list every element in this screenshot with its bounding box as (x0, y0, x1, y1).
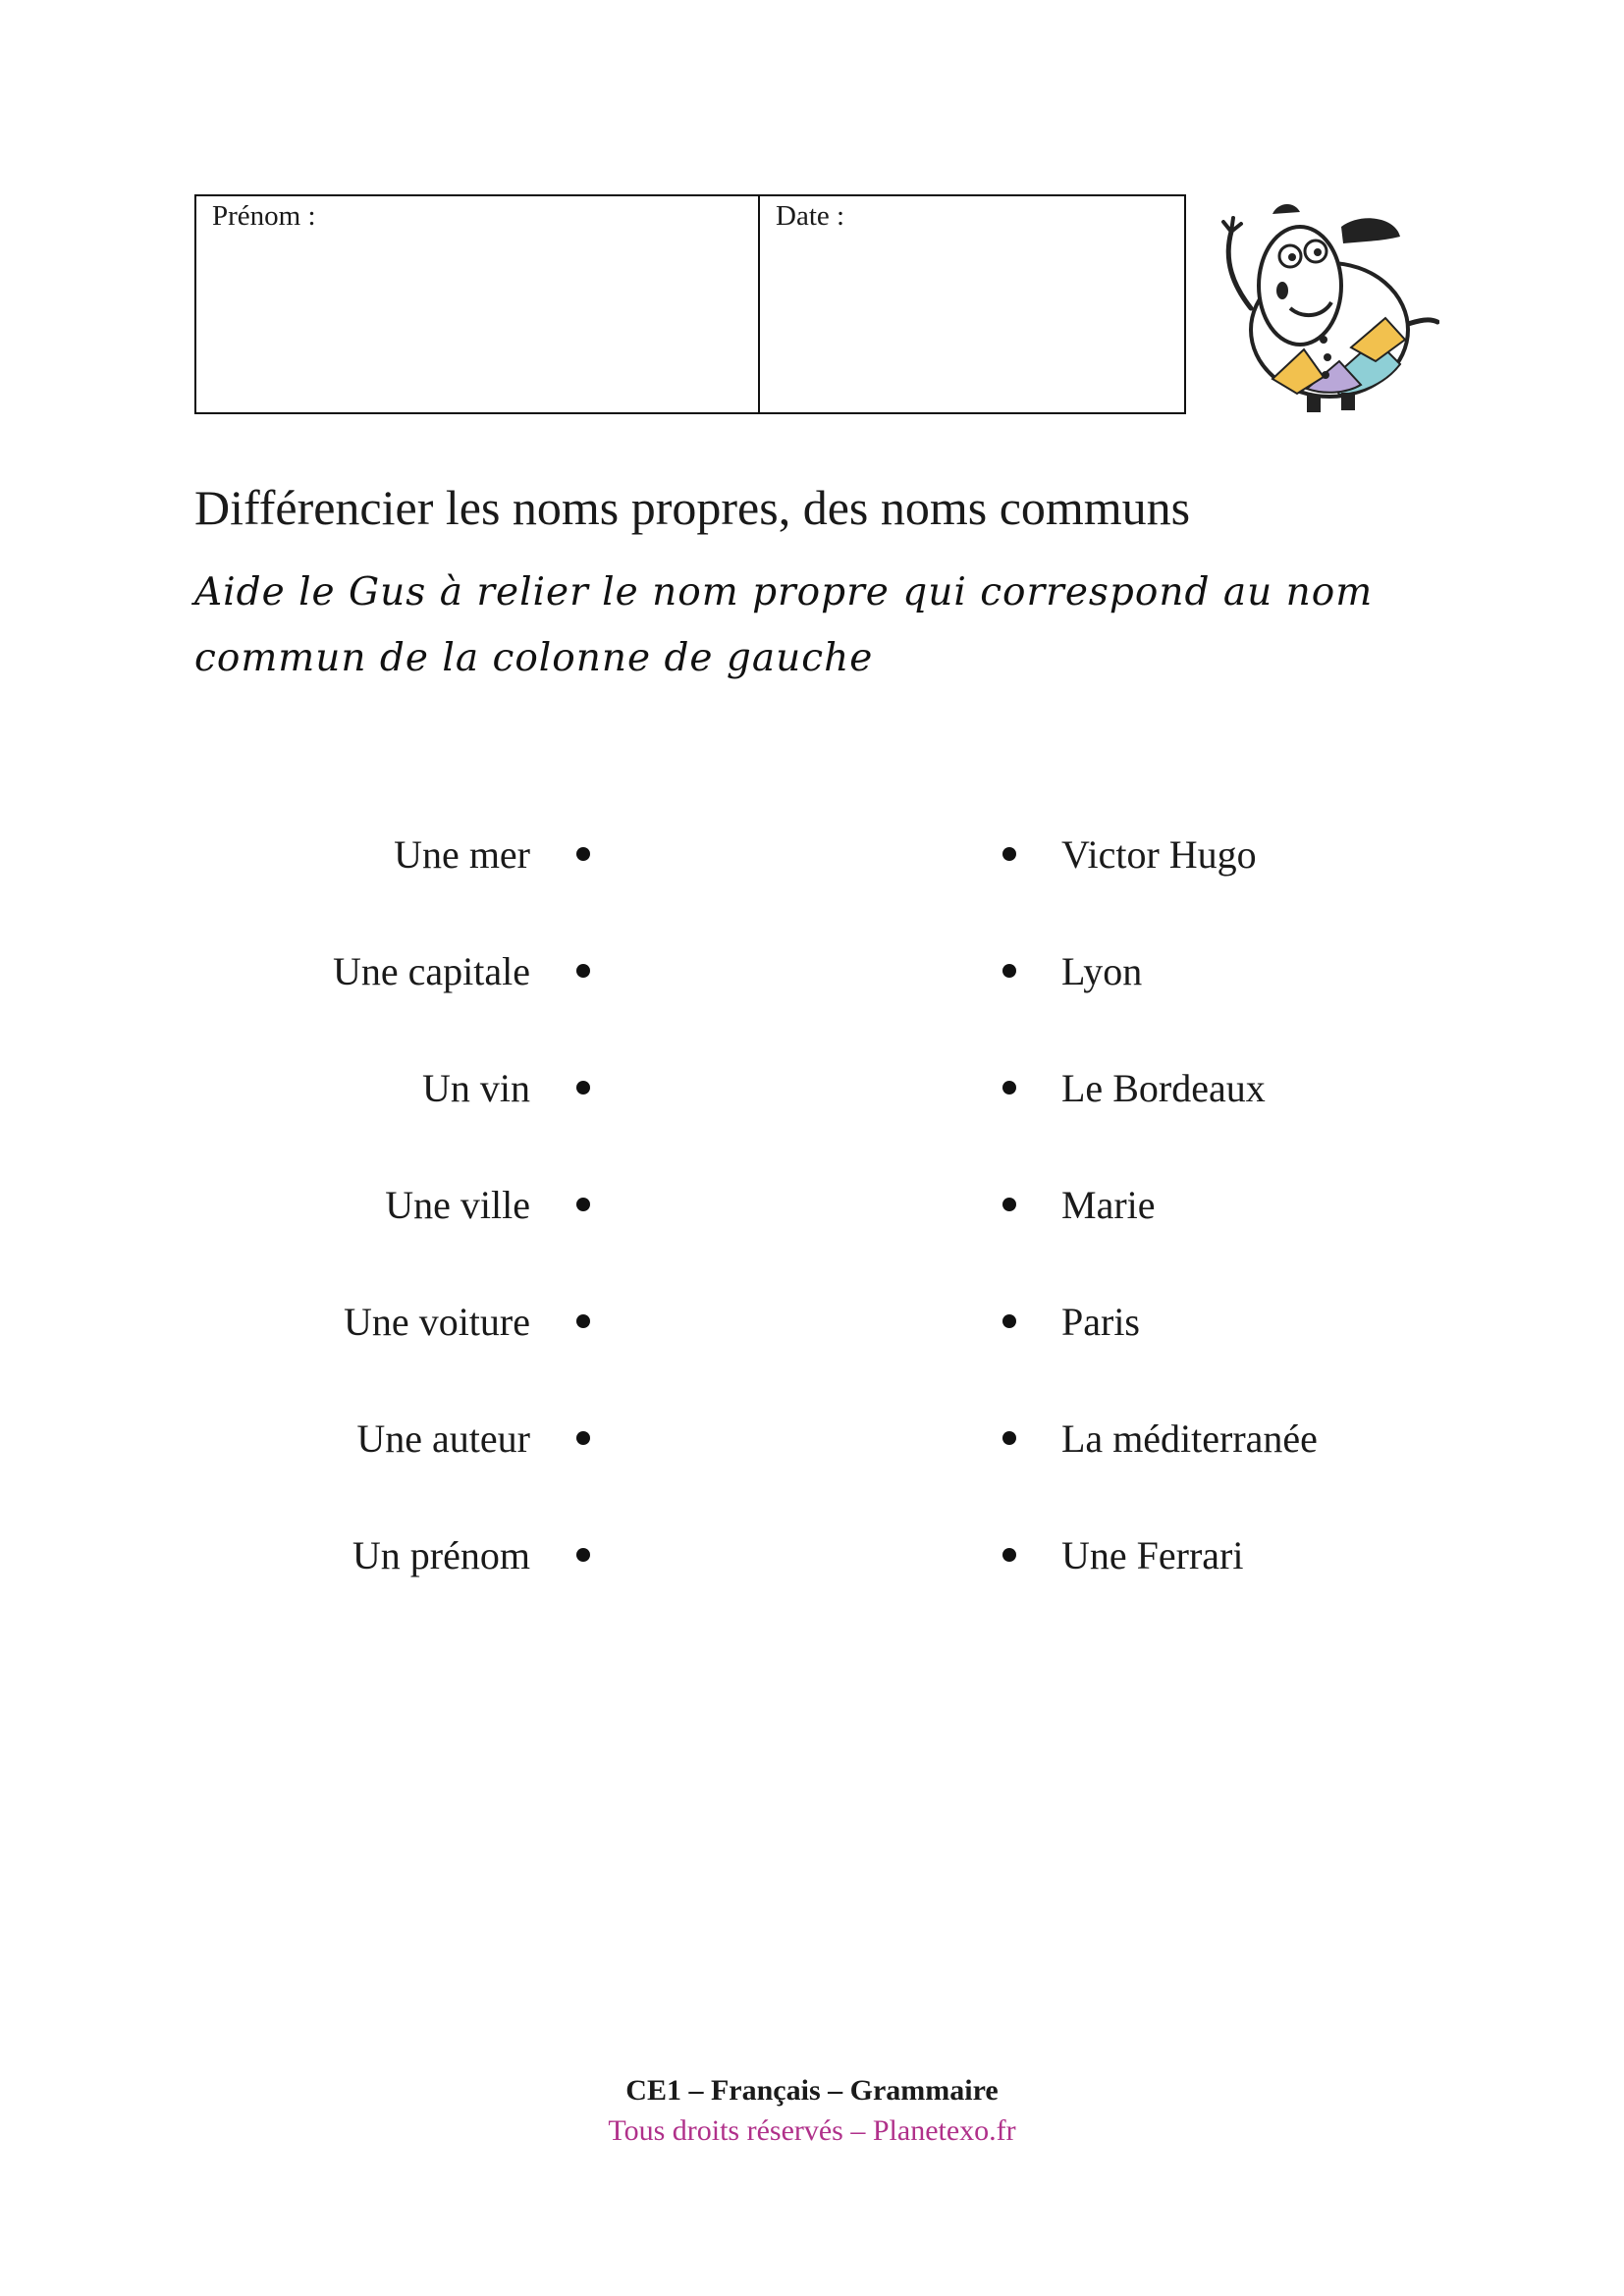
proper-noun-label: Victor Hugo (1061, 832, 1257, 877)
proper-noun-label: Le Bordeaux (1061, 1066, 1266, 1110)
left-connect-dot[interactable] (576, 1198, 590, 1211)
left-connect-dot[interactable] (576, 1314, 590, 1328)
common-noun-label: Un vin (422, 1066, 530, 1110)
match-row (0, 1531, 1624, 1648)
match-row (0, 1298, 1624, 1415)
date-field[interactable] (760, 196, 1184, 412)
right-connect-dot[interactable] (1002, 1081, 1016, 1095)
left-connect-dot[interactable] (576, 964, 590, 978)
gus-sheep-mascot-icon (1214, 192, 1439, 418)
match-row (0, 830, 1624, 947)
right-connect-dot[interactable] (1002, 1431, 1016, 1445)
footer-subject: CE1 – Français – Grammaire (625, 2074, 999, 2107)
proper-noun-label: Paris (1061, 1300, 1140, 1344)
matching-exercise (0, 830, 1624, 1648)
left-connect-dot[interactable] (576, 1081, 590, 1095)
common-noun-label: Une ville (385, 1183, 530, 1227)
instruction-text: Aide le Gus à relier le nom propre qui correspond au nom commun de la colonne de gauche (194, 570, 1374, 680)
right-connect-dot[interactable] (1002, 964, 1016, 978)
common-noun-label: Une mer (394, 832, 530, 877)
left-connect-dot[interactable] (576, 1548, 590, 1562)
match-row (0, 947, 1624, 1064)
page-title: Différencier les noms propres, des noms communs (194, 480, 1191, 535)
student-info-box (194, 194, 1186, 414)
left-connect-dot[interactable] (576, 847, 590, 861)
match-row (0, 1415, 1624, 1531)
date-label: Date : (776, 200, 845, 232)
name-field[interactable] (196, 196, 760, 412)
match-row (0, 1064, 1624, 1181)
name-label: Prénom : (212, 200, 316, 232)
right-connect-dot[interactable] (1002, 847, 1016, 861)
proper-noun-label: Lyon (1061, 949, 1143, 993)
right-connect-dot[interactable] (1002, 1198, 1016, 1211)
common-noun-label: Une capitale (333, 949, 530, 993)
match-row (0, 1181, 1624, 1298)
footer-copyright: Tous droits réservés – Planetexo.fr (608, 2114, 1016, 2147)
right-connect-dot[interactable] (1002, 1314, 1016, 1328)
right-connect-dot[interactable] (1002, 1548, 1016, 1562)
left-connect-dot[interactable] (576, 1431, 590, 1445)
proper-noun-label: La méditerranée (1061, 1416, 1318, 1461)
common-noun-label: Une voiture (344, 1300, 530, 1344)
common-noun-label: Un prénom (352, 1533, 530, 1577)
proper-noun-label: Marie (1061, 1183, 1156, 1227)
proper-noun-label: Une Ferrari (1061, 1533, 1244, 1577)
common-noun-label: Une auteur (356, 1416, 530, 1461)
